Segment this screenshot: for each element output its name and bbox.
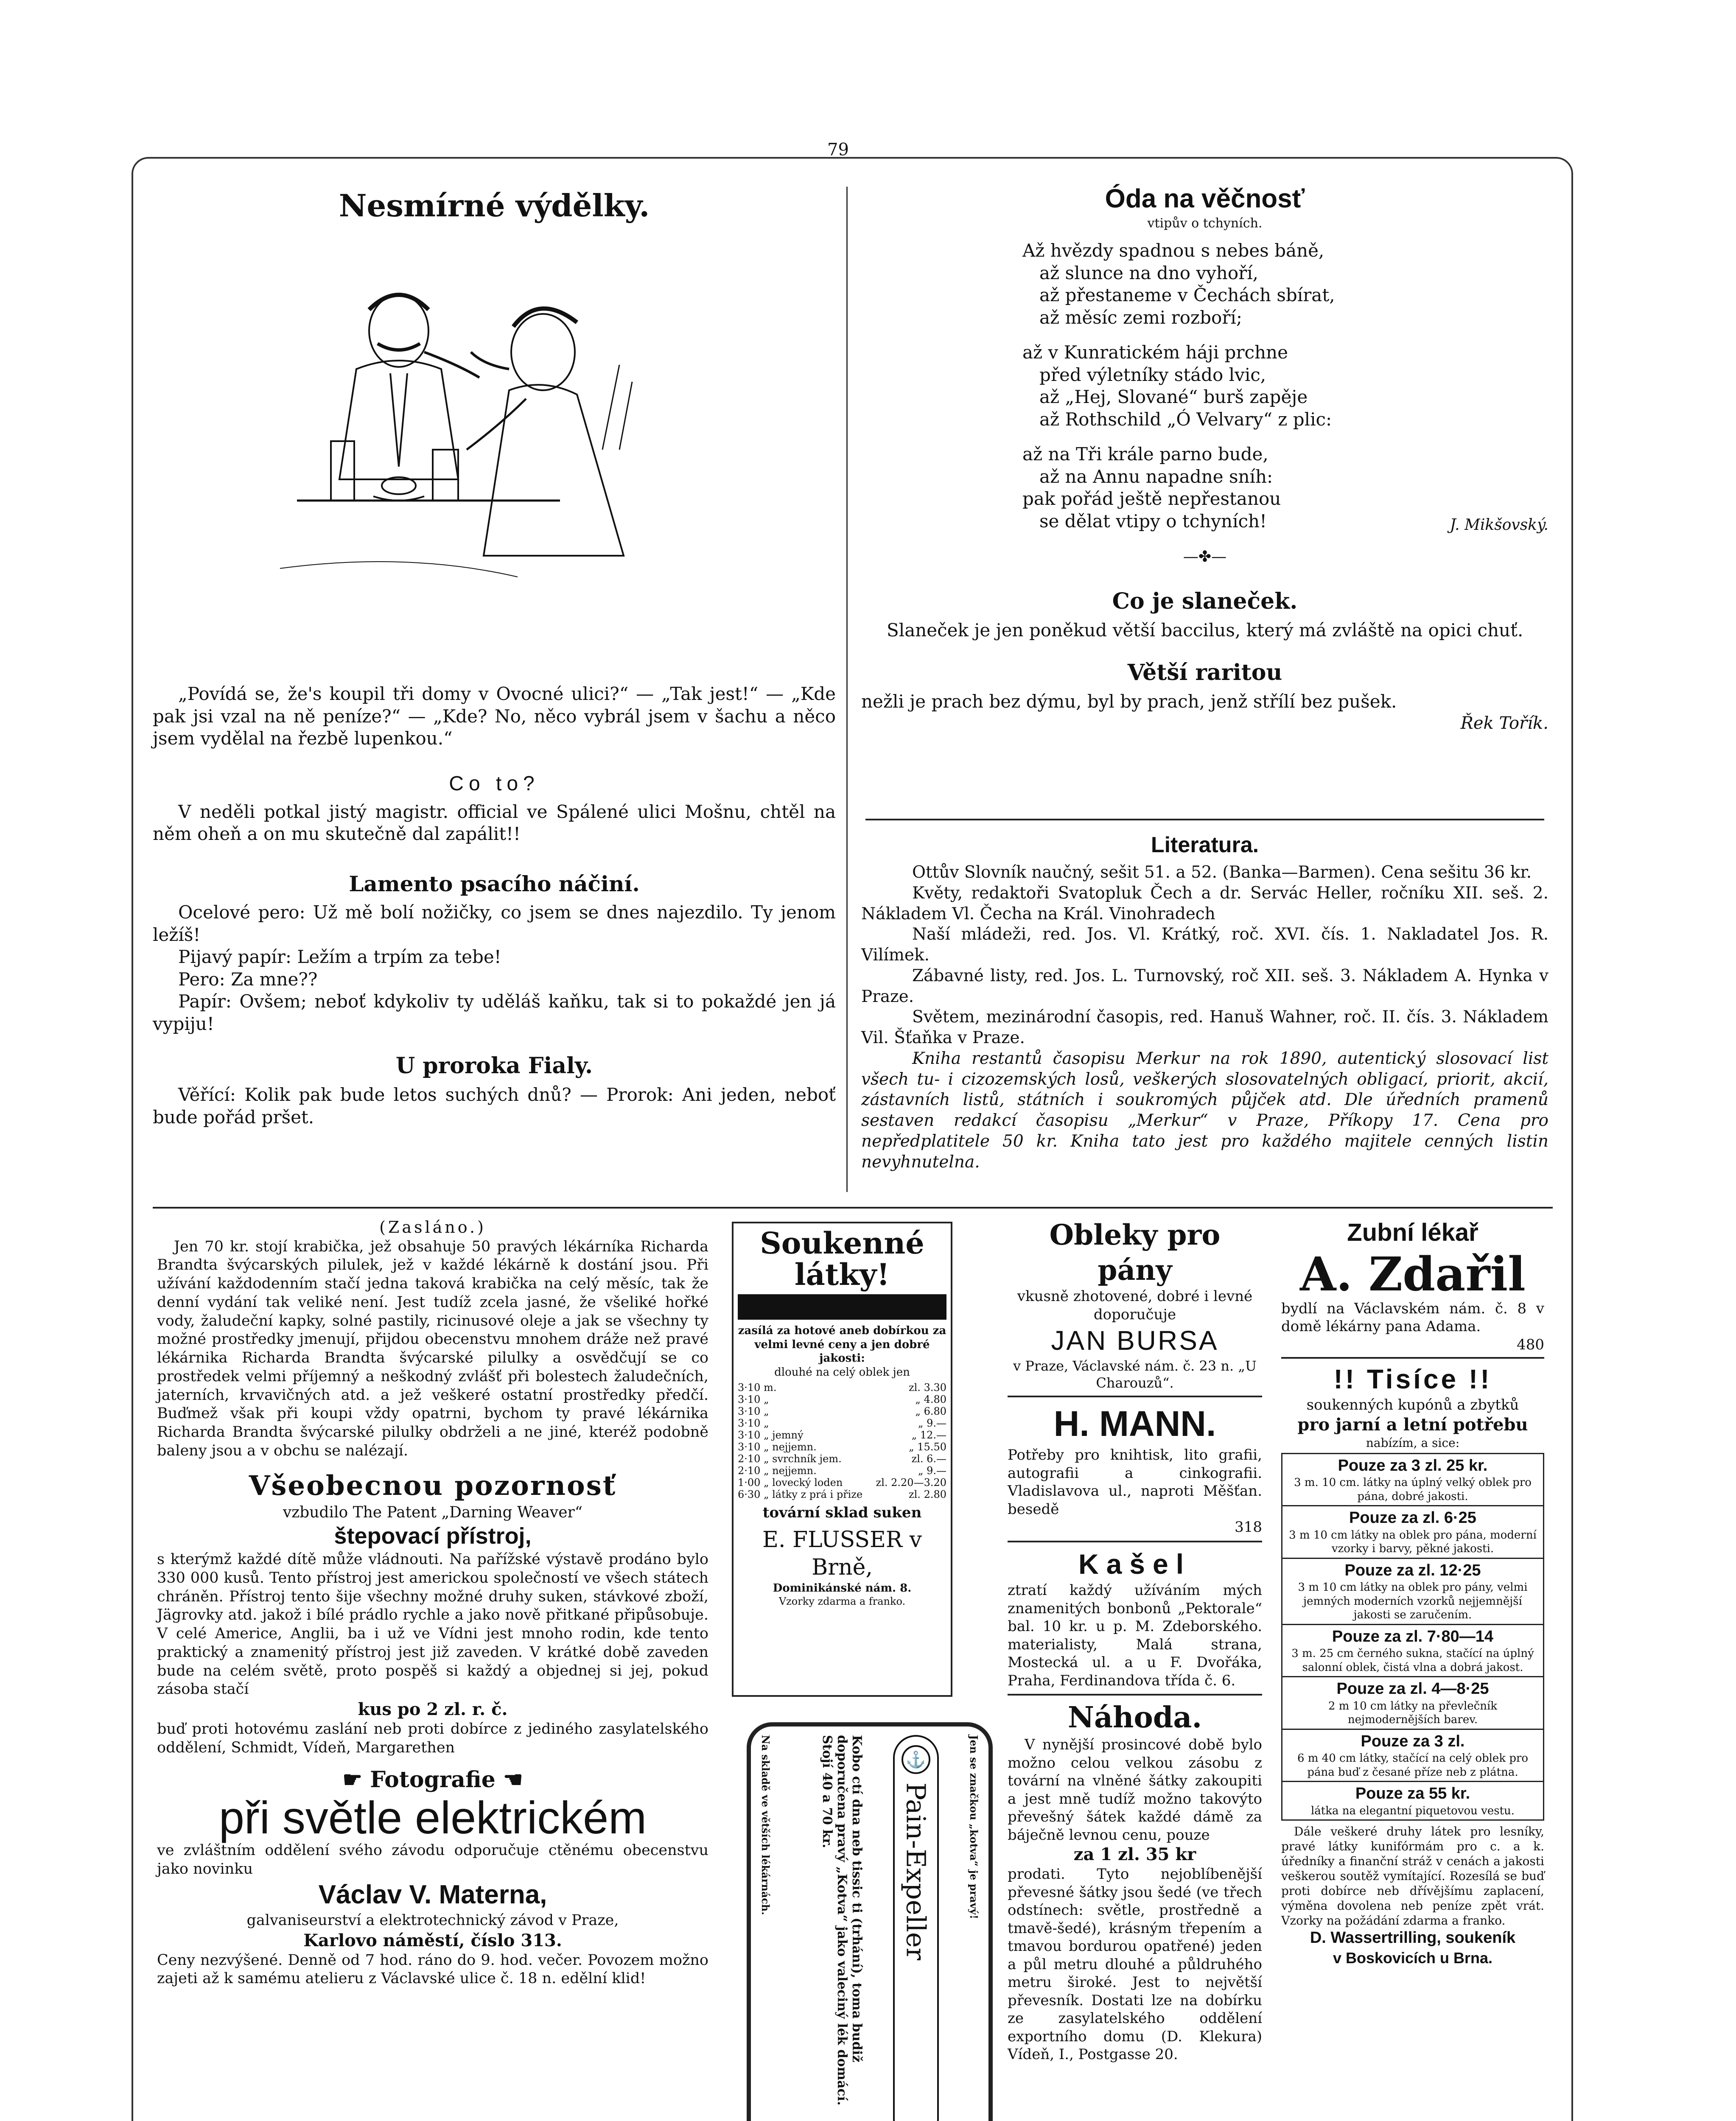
flusser-name: E. FLUSSER v Brně, [762, 1527, 922, 1580]
offer-desc: látka na elegantní piquetovou vestu. [1310, 1804, 1515, 1817]
price-label: 3·10 „ [738, 1405, 769, 1417]
heading-literatura: Literatura. [1151, 833, 1259, 857]
nahoda-heading: Náhoda. [1067, 1701, 1202, 1735]
price-value: zl. 6.— [911, 1453, 946, 1465]
ornament: —✤— [1183, 548, 1227, 565]
price-row [738, 1393, 946, 1405]
brandt-text: Jen 70 kr. stojí krabička, jež obsahuje 50 pravých lékárníka Richarda Brandta švýcarských pilulek, jež v každé lékárně k dostání jsou. Při užívání každodenním stačí jedna taková krabička na celý měsíc, tak že denní vydání tak veliké není. Jest tudíž zcela jasné, že všeliké hořké vody, žaludeční kapky, solné pastily, ricinusové oleje a jak se všechny ty možné prostředky jmenují, přijdou obecenstvu mnohem dráže než pravé lékárnika Richarda Brandta švýcarské pilulky a osvědčují se co prostředek velmi příjemný a neškodný zvlášť při bolestech žaludečních, jaterních, krvavičných atd. a jež veškeré ostatní prostředky předčí. Buďmež však při koupi vždy opatrni, bychom ty pravé lékárnika Richarda Brandta švýcarské pilulky obdrželi a ne jiné, kteréž podobně baleny jsou a v obchu se nalézají. [157, 1238, 708, 1459]
offer-price: Pouze za 3 zl. [1361, 1732, 1465, 1750]
offer-price: Pouze za 3 zl. 25 kr. [1338, 1456, 1488, 1475]
price-label: 3·10 m. [738, 1382, 777, 1393]
tisice-place: v Boskovicích u Brna. [1333, 1949, 1493, 1967]
ad-column-3 [1008, 1217, 1262, 2064]
flusser-price-list [738, 1382, 946, 1500]
offer-item [1282, 1454, 1543, 1507]
weaver-price: kus po 2 zl. r. č. [358, 1699, 508, 1719]
ad-divider [1008, 1396, 1262, 1397]
price-label: 3·10 „ [738, 1393, 769, 1405]
offer-price: Pouze za zl. 6·25 [1349, 1509, 1476, 1527]
poem-line: až v Kunratickém háji prchne [1022, 342, 1288, 363]
zdaril-text: bydlí na Václavském nám. č. 8 v domě lékárny pana Adama. [1281, 1300, 1544, 1335]
price-value: „ 4.80 [915, 1393, 946, 1405]
price-row [738, 1417, 946, 1429]
price-value: zl. 2.20—3.20 [876, 1477, 946, 1489]
ad-divider [1281, 1357, 1544, 1359]
materna-big: při světle elektrickém [218, 1791, 647, 1843]
bursa-heading: Obleky pro pány [1049, 1218, 1221, 1287]
caption-vydelky: „Povídá se, že's koupil tři domy v Ovocné ulici?“ — „Tak jest!“ — „Kde pak jsi vzal na ně peníze?“ — „Kde? No, něco vybrál jsem v šachu a něco jsem vydělal na řezbě lupenkou.“ [153, 683, 836, 749]
price-label: 3·10 „ [738, 1417, 769, 1429]
poem-title: Óda na věčnosť [1105, 184, 1305, 213]
poem-stanza [1022, 341, 1548, 431]
heading-slanecek: Co je slaneček. [1112, 588, 1298, 614]
right-column [861, 182, 1548, 734]
poem-author: J. Mikšovský. [1450, 516, 1548, 534]
materna-heading-text: Fotografie [370, 1766, 496, 1793]
poem-line: až na Tři krále parno bude, [1022, 444, 1268, 464]
anchor-icon: ⚓ [902, 1745, 930, 1774]
ad-column-4 [1281, 1217, 1544, 1967]
materna-name: Václav V. Materna, [318, 1880, 547, 1910]
ad-divider [1008, 1541, 1262, 1542]
offer-price: Pouze za zl. 4—8·25 [1336, 1680, 1489, 1698]
nahoda-text2: prodati. Tyto nejoblíbenější převesné šátky jsou šedé (ve třech odstínech: světle, prostředně a tmavě-šedé), krásným třepením a tmavou bordurou opatřené) jeden a půl metru dlouhé a půldruhého metru široké. Jest to největší převesník. Dostati lze na dobírku ze zasylatelského oddělení exportního domu (D. Klekura) Vídeň, I., Postgasse 20. [1008, 1866, 1262, 2063]
offer-item [1282, 1559, 1543, 1625]
offer-price: Pouze za zl. 12·25 [1344, 1561, 1481, 1579]
tisice-offers [1281, 1453, 1544, 1821]
poem-line: až „Hej, Slované“ burš zapěje [1039, 386, 1308, 407]
lamento-line: Pero: Za mne?? [178, 968, 318, 990]
article-title-vydelky: Nesmírné výdělky. [339, 187, 650, 224]
ad-pain-expeller [747, 1722, 993, 2121]
price-value: „ 9.— [918, 1417, 946, 1429]
text-prorok: Věřící: Kolik pak bude letos suchých dnů? — Prorok: Ani jeden, neboť bude pořád pršet. [153, 1084, 836, 1128]
offer-desc: 3 m. 25 cm černého sukna, stačící na úplný salonní oblek, čistá vlna a dobrá jakost. [1291, 1647, 1534, 1674]
price-label: 3·10 „ jemný [738, 1429, 804, 1441]
literatura-item: Kniha restantů časopisu Merkur na rok 1890, autentický slosovací list všech tu- i cizozemských losů, veškerých slosovatelných obligací, priorit, akcií, zástavních listů, státních i soukromých půjček atd. Dle úředních pramenů sestaven redakcí časopisu „Merkur“ v Praze, Příkopy 17. Cena pro nepředplatitele 50 kr. Kniha tato jest pro každého majitele cenných listin nevyhnutelna. [861, 1049, 1548, 1172]
materna-address: Karlovo náměstí, číslo 313. [303, 1930, 562, 1950]
weaver-heading: Všeobecnou pozornosť [249, 1469, 617, 1502]
poem-line: Až hvězdy spadnou s nebes báně, [1022, 240, 1324, 261]
price-row [738, 1453, 946, 1465]
heading-co-to: Co to? [449, 772, 540, 795]
price-value: „ 6.80 [915, 1405, 946, 1417]
section-rule [865, 819, 1544, 820]
left-column-text [153, 683, 836, 1128]
poem-line: se dělat vtipy o tchyních! [1039, 510, 1267, 532]
price-row [738, 1441, 946, 1453]
text-co-to: V neděli potkal jistý magistr. official ve Spálené ulici Mošnu, chtěl na něm oheň a on mu skutečně dal zapálit!! [153, 801, 836, 844]
hand-pointer-icon: ☛ [342, 1766, 370, 1793]
offer-desc: 3 m 10 cm látky na oblek pro pána, moderní vzorky i barvy, pěkné jakosti. [1289, 1528, 1537, 1555]
zdaril-heading: Zubní lékař [1347, 1219, 1478, 1246]
price-value: „ 12.— [911, 1429, 946, 1441]
offer-desc: 6 m 40 cm látky, stačící na celý oblek pro pána buď z česané příze neb z plátna. [1297, 1752, 1529, 1779]
pain-bottle [893, 1735, 939, 2121]
flusser-factory: tovární sklad suken [762, 1504, 922, 1521]
offer-price: Pouze za 55 kr. [1355, 1785, 1470, 1802]
zdaril-name: A. Zdařil [1300, 1246, 1526, 1301]
hand-pointer-icon: ☚ [495, 1766, 523, 1793]
literatura-section [861, 831, 1548, 1172]
price-value: zl. 2.80 [908, 1489, 946, 1500]
kasel-heading: Kašel [1078, 1548, 1192, 1580]
ads-top-rule [153, 1207, 1553, 1209]
materna-line: galvaniseurství a elektrotechnický závod v Praze, [246, 1911, 619, 1929]
flusser-sub: dlouhé na celý oblek jen [774, 1365, 910, 1379]
poem-line: pak pořád ještě nepřestanou [1022, 488, 1281, 509]
offer-item [1282, 1506, 1543, 1559]
poem-line: až přestaneme v Čechách sbírat, [1039, 285, 1335, 305]
price-row [738, 1429, 946, 1441]
tisice-nabizim: nabízím, a sice: [1366, 1435, 1460, 1450]
tisice-line: pro jarní a letní potřebu [1297, 1414, 1528, 1435]
weaver-text: s kterýmž každé dítě může vládnouti. Na pařížské výstavě prodáno bylo 330 000 kusů. Tento přístroj jest americkou společností ve všech státech chráněn. Přístroj tento šije všechny možné druhy suken, stávkové zboží, Jägrovky atd. jakož i bílé prádlo rychle a jako nově přitkané připůsobuje. V celé Americe, Anglii, ba i už ve Vídni jest mnoho rodin, kde tento praktický a znamenitý přístroj jest již zaveden. V krátké době zaveden bude na celém světě, proto pospěš si každý a objednej si jej, pokud zásoba stačí [157, 1551, 708, 1698]
offer-item [1282, 1730, 1543, 1782]
price-label: 6·30 „ látky z prá i přize [738, 1489, 863, 1500]
mann-number: 318 [1235, 1519, 1262, 1536]
price-row [738, 1382, 946, 1393]
text-slanecek: Slaneček je jen poněkud větší baccilus, který má zvláště na opici chuť. [887, 620, 1523, 641]
bursa-name: JAN BURSA [1051, 1325, 1219, 1356]
offer-item [1282, 1782, 1543, 1819]
materna-text: Ceny nezvýšené. Denně od 7 hod. ráno do 9. hod. večer. Povozem možno zajeti až k samému atelieru z Václavské ulice č. 18 n. edělní klid! [157, 1951, 708, 1987]
cartoon-illustration [272, 271, 708, 636]
lamento-line: Papír: Ovšem; neboť kdykoliv ty uděláš kaňku, tak si to pokaždé jen já vypiju! [153, 991, 836, 1034]
price-value: „ 9.— [918, 1465, 946, 1477]
pain-left-text: Na skladě ve větších lékárnách. [759, 1735, 772, 1915]
literatura-item: Květy, redaktoři Svatopluk Čech a dr. Servác Heller, ročníku XII. seš. 2. Nákladem Vl. Čecha na Král. Vinohradech [861, 883, 1548, 923]
heading-raritou: Větší raritou [1127, 659, 1282, 686]
price-label: 2·10 „ svrchník jem. [738, 1453, 842, 1465]
offer-item [1282, 1677, 1543, 1730]
poem-line: až měsíc zemi rozboří; [1039, 307, 1242, 328]
poem-line: až slunce na dno vyhoří, [1039, 262, 1258, 283]
price-label: 3·10 „ nejjemn. [738, 1441, 817, 1453]
nahoda-price: za 1 zl. 35 kr [1073, 1844, 1196, 1864]
kasel-text: ztratí každý užíváním mých znamenitých bonbonů „Pektorale“ bal. 10 kr. u p. M. Zdeborského. materialisty, Malá strana, Mostecká ul. a u F. Dvořáka, Praha, Ferdinandova třída č. 6. [1008, 1582, 1262, 1689]
bursa-address: v Praze, Václavské nám. č. 23 n. „U Charouzů“. [1013, 1358, 1257, 1391]
offer-price: Pouze za zl. 7·80—14 [1332, 1627, 1494, 1645]
price-row [738, 1465, 946, 1477]
poem-body [1022, 240, 1548, 532]
heading-prorok: U proroka Fialy. [395, 1053, 593, 1079]
page-number: 79 [827, 140, 849, 159]
heading-lamento: Lamento psacího náčiní. [349, 871, 640, 896]
mann-text: Potřeby pro knihtisk, lito grafii, autografii a cinkografii. Vladislavova ul., naproti Měšťan. besedě [1008, 1447, 1262, 1518]
raritou-author: Řek Tořík. [1460, 714, 1548, 733]
literatura-item: Světem, mezinárodní časopis, red. Hanuš Wahner, roč. II. čís. 3. Nákladem Vil. Šťaňka v Praze. [861, 1007, 1548, 1047]
weaver-order: buď proti hotovému zaslání neb proti dobírce z jediného zasylatelského oddělení, Schmidt, Vídeň, Margarethen [157, 1721, 708, 1756]
price-row [738, 1477, 946, 1489]
bursa-text: vkusně zhotovené, dobré i levné doporučuje [1017, 1288, 1253, 1323]
pain-name: Pain-Expeller [900, 1782, 932, 1961]
zaslano-label: (Zasláno.) [379, 1218, 486, 1237]
poem-subtitle: vtipův o tchyních. [1147, 215, 1263, 231]
lamento-line: Pijavý papír: Ležím a trpím za tebe! [178, 946, 501, 967]
poem-line: před výletníky stádo lvic, [1039, 364, 1266, 385]
materna-heading [157, 1766, 708, 1794]
nahoda-text: V nynější prosincové době bylo možno celou velkou zásobu z tovární na vlněné šátky zakoupiti a jest mně tudíž možno takovýto převešný šátek každé dámě za báječně levnou cenu, pouze [1008, 1736, 1262, 1844]
price-label: 1·00 „ lovecký loden [738, 1477, 843, 1489]
tisice-name: D. Wassertrilling, soukeník [1310, 1929, 1516, 1947]
poem-line: až na Annu napadne sníh: [1039, 466, 1273, 487]
tisice-sub: soukenných kupónů a zbytků [1306, 1396, 1519, 1413]
flusser-black-band [738, 1294, 946, 1320]
poem-line: až Rothschild „Ó Velvary“ z plic: [1039, 409, 1332, 430]
ad-divider [1008, 1694, 1262, 1696]
tisice-footer: Dále veškeré druhy látek pro lesníky, pravé látky kunifórmám pro c. a k. úředníky a finanční stráž v cenách a jakosti veškerou soutěž vymítající. Rozesílá se buď proti dobírce neb dřívějšímu zaplacení, výměna dovolena neb peníze zpět vrát. Vzorky na požádání zdarma a franko. [1281, 1824, 1544, 1928]
pain-middle-text: Kobo ctí dna neb tissic ti (trhání), toma budiž doporučena pravý „Kotva“ jako valeciný lék domácí. Stojí 40 a 70 kr. [820, 1735, 864, 2106]
flusser-heading: Soukenné látky! [760, 1226, 924, 1292]
pain-right-text: Jen se značkou „kotva“ je pravý! [968, 1735, 980, 1920]
weaver-line2: štepovací přístroj, [334, 1523, 532, 1549]
column-divider [846, 187, 848, 1192]
tisice-heading: !! Tisíce !! [1333, 1364, 1492, 1394]
offer-desc: 3 m. 10 cm. látky na úplný velký oblek pro pána, dobré jakosti. [1294, 1476, 1532, 1503]
poem-stanza [1022, 240, 1548, 329]
flusser-note: Vzorky zdarma a franko. [778, 1595, 906, 1607]
lamento-line: Ocelové pero: Už mě bolí nožičky, co jsem se dnes najezdilo. Ty jenom ležíš! [153, 902, 836, 945]
ad-flusser [732, 1222, 952, 1697]
zdaril-number: 480 [1517, 1336, 1544, 1353]
flusser-address: Dominikánské nám. 8. [773, 1581, 912, 1595]
materna-intro: ve zvláštním oddělení svého závodu odporučuje ctěnému obecenstvu jako novinku [157, 1841, 708, 1878]
literatura-item: Naší mládeži, red. Jos. Vl. Krátký, roč. XVI. čís. 1. Nakladatel Jos. R. Vilímek. [861, 925, 1548, 965]
price-row [738, 1405, 946, 1417]
literatura-item: Ottův Slovník naučný, sešit 51. a 52. (Banka—Barmen). Cena sešitu 36 kr. [912, 863, 1532, 882]
text-raritou: nežli je prach bez dýmu, byl by prach, jenž střílí bez pušek. [861, 691, 1397, 712]
offer-desc: 2 m 10 cm látky na převlečník nejmodernějších barev. [1328, 1699, 1498, 1726]
literatura-item: Zábavné listy, red. Jos. L. Turnovský, roč XII. seš. 3. Nákladem A. Hynka v Praze. [861, 966, 1548, 1006]
price-row [738, 1489, 946, 1500]
price-value: zl. 3.30 [908, 1382, 946, 1393]
left-column [153, 187, 836, 225]
price-label: 2·10 „ nejjemn. [738, 1465, 817, 1477]
offer-desc: 3 m 10 cm látky na oblek pro pány, velmi jemných moderních vzorků nejjemnější jakosti se zaručením. [1298, 1581, 1528, 1621]
weaver-line1: vzbudilo The Patent „Darning Weaver“ [283, 1503, 583, 1521]
price-value: „ 15.50 [909, 1441, 946, 1453]
offer-item [1282, 1625, 1543, 1678]
ad-column-1 [157, 1217, 708, 1988]
mann-name: H. MANN. [1053, 1404, 1216, 1444]
flusser-intro: zasílá za hotové aneb dobírkou za velmi levné ceny a jen dobré jakosti: [738, 1324, 946, 1365]
